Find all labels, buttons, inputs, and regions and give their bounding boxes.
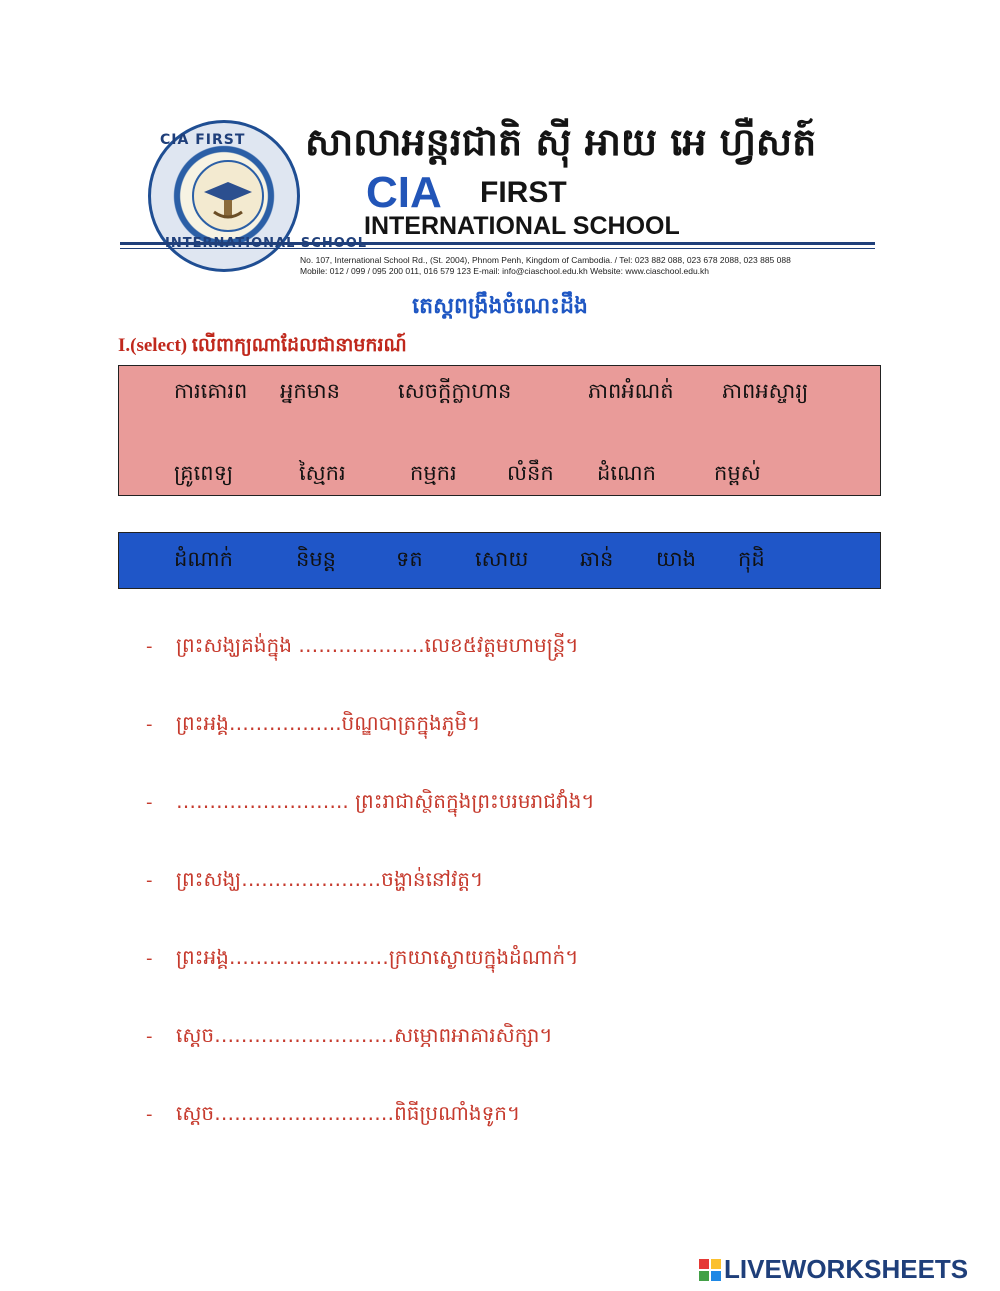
word-option[interactable]: សេចក្តីក្លាហាន [398, 379, 512, 403]
section-instruction: I.(select) លើពាក្យណាដែលជានាមករណ៍ [118, 335, 407, 356]
school-address [300, 255, 791, 277]
header-divider [120, 242, 875, 245]
address-line-2: Mobile: 012 / 099 / 095 200 011, 016 579 123 E-mail: info@ciaschool.edu.kh Website: www.ciaschool.edu.kh [300, 266, 710, 276]
header-divider-thin [120, 248, 875, 249]
word-option[interactable]: កុដិ [738, 547, 765, 571]
fill-in-sentence-2[interactable]: ព្រះអង្គ……………..បិណ្ឌបាត្រក្នុងភូមិ។ [176, 711, 481, 735]
fill-in-sentence-5[interactable]: ព្រះអង្គ……………………ក្រយាស្ងោយក្នុងដំណាក់។ [176, 945, 579, 969]
school-name-khmer: សាលាអន្តរជាតិ ស៊ី អាយ អេ ហ្វឺសត៍ [305, 119, 817, 164]
fill-in-sentence-1[interactable]: ព្រះសង្ឃគង់ក្នុង ……………….លេខ៥វត្តមហាមន្ត្រី។ [176, 633, 579, 657]
word-option[interactable]: ភាពអស្ចារ្យ [722, 379, 809, 403]
liveworksheets-logo-icon [699, 1259, 721, 1281]
word-option[interactable]: យាង [656, 547, 696, 571]
brand-cia: CIA [366, 168, 442, 217]
list-bullet: - [146, 948, 153, 969]
address-line-1: No. 107, International School Rd., (St. 2004), Phnom Penh, Kingdom of Cambodia. / Tel: 023 882 088, 023 678 2088, 023 885 088 [300, 255, 791, 265]
worksheet-title: តេស្តពង្រឹងចំណេះដឹង [412, 294, 588, 319]
word-option[interactable]: ដំណាក់ [174, 547, 233, 571]
fill-in-sentence-4[interactable]: ព្រះសង្ឃ…………………ចង្ហាន់នៅវត្ត។ [176, 867, 484, 891]
word-option[interactable]: កម្មករ [410, 461, 457, 485]
list-bullet: - [146, 870, 153, 891]
word-option[interactable]: ដំណេក [597, 461, 656, 485]
word-option[interactable]: អ្នកមាន [280, 379, 340, 403]
word-option[interactable]: ស្មៃករ [299, 461, 346, 485]
word-option[interactable]: កម្ពស់ [714, 461, 761, 485]
liveworksheets-brand: LIVEWORKSHEETS [724, 1254, 969, 1284]
word-option[interactable]: និមន្ត [296, 547, 336, 571]
list-bullet: - [146, 636, 153, 657]
logo-emblem [192, 160, 264, 232]
word-option[interactable]: គ្រូពេទ្យ [174, 461, 234, 485]
word-option[interactable]: ភាពអំណត់ [588, 379, 674, 403]
brand-first: FIRST [480, 176, 567, 209]
list-bullet: - [146, 714, 153, 735]
word-option[interactable]: លំនឹក [507, 461, 554, 485]
graduation-cap-icon [194, 162, 262, 230]
word-option[interactable]: ឆាន់ [580, 547, 614, 571]
list-bullet: - [146, 1104, 153, 1125]
word-option[interactable]: ការគោរព [174, 379, 248, 403]
fill-in-sentence-3[interactable]: …………………….. ព្រះរាជាស្ថិតក្នុងព្រះបរមរាជវាំង។ [176, 789, 595, 813]
word-option[interactable]: ទត [396, 547, 423, 571]
logo-text-top: CIA FIRST [160, 132, 246, 148]
fill-in-sentence-6[interactable]: ស្តេច………………………សម្ភោពអាគារសិក្សា។ [176, 1023, 553, 1047]
word-option[interactable]: សោយ [475, 547, 529, 571]
brand-international-school: INTERNATIONAL SCHOOL [364, 212, 680, 240]
list-bullet: - [146, 792, 153, 813]
list-bullet: - [146, 1026, 153, 1047]
fill-in-sentence-7[interactable]: ស្តេច………………………ពិធីប្រណាំងទូក។ [176, 1101, 521, 1125]
